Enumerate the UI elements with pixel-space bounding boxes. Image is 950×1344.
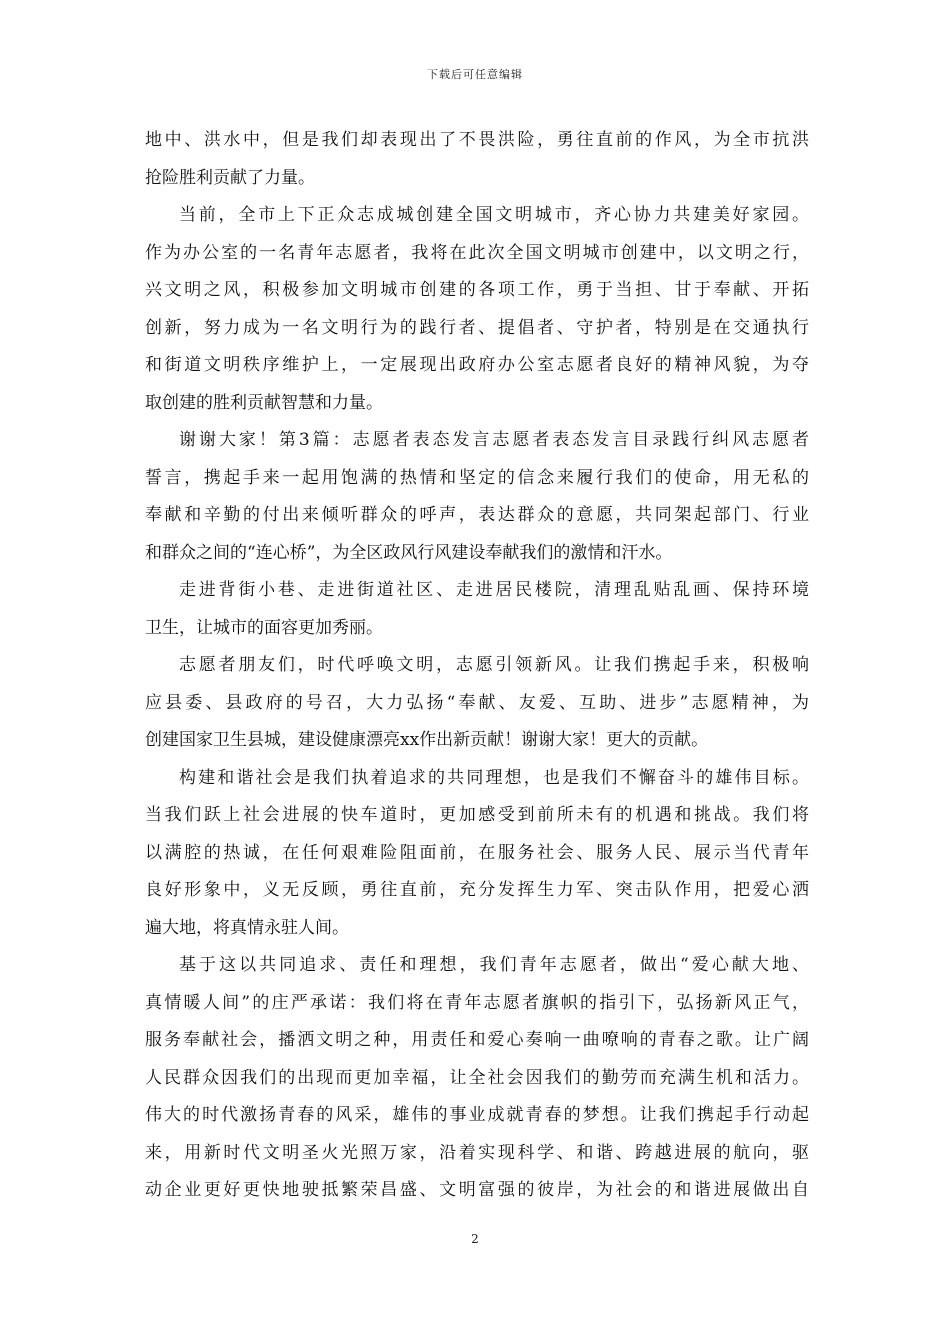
text-line: 抢险胜利贡献了力量。 [145, 167, 315, 188]
document-body [145, 122, 809, 1210]
text-line: 和群众之间的“连心桥”，为全区政风行风建设奉献我们的激情和汗水。 [145, 542, 673, 563]
paragraph-first-line: 构建和谐社会是我们执着追求的共同理想，也是我们不懈奋斗的雄伟目标。 [179, 767, 809, 788]
text-line: 良好形象中，义无反顾，勇往直前，充分发挥生力军、突击队作用，把爱心洒 [145, 880, 809, 900]
text-line: 创新，努力成为一名文明行为的践行者、提倡者、守护者，特别是在交通执行 [145, 317, 809, 338]
text-line: 以满腔的热诚，在任何艰难险阻面前，在服务社会、服务人民、展示当代青年 [145, 842, 809, 863]
paragraph-first-line: 当前，全市上下正众志成城创建全国文明城市，齐心协力共建美好家园。 [179, 205, 809, 225]
text-line: 誓言，携起手来一起用饱满的热情和坚定的信念来履行我们的使命，用无私的 [145, 467, 809, 488]
text-line: 兴文明之风，积极参加文明城市创建的各项工作，勇于当担、甘于奉献、开拓 [145, 280, 809, 300]
text-line: 地中、洪水中，但是我们却表现出了不畏洪险，勇往直前的作风，为全市抗洪 [145, 130, 809, 150]
text-line: 创建国家卫生县城，建设健康漂亮xx作出新贡献！谢谢大家！更大的贡献。 [145, 730, 709, 750]
text-line: 伟大的时代激扬青春的风采，雄伟的事业成就青春的梦想。让我们携起手行动起 [145, 1105, 809, 1125]
text-line: 取创建的胜利贡献智慧和力量。 [145, 392, 383, 413]
text-line: 和街道文明秩序维护上，一定展现出政府办公室志愿者良好的精神风貌，为夺 [145, 355, 809, 375]
text-line: 人民群众因我们的出现而更加幸福，让全社会因我们的勤劳而充满生机和活力。 [145, 1067, 809, 1088]
page-number: 2 [471, 1232, 479, 1246]
text-line: 当我们跃上社会进展的快车道时，更加感受到前所未有的机遇和挑战。我们将 [145, 805, 809, 825]
paragraph-first-line: 志愿者朋友们，时代呼唤文明，志愿引领新风。让我们携起手来，积极响 [179, 655, 809, 675]
text-line: 作为办公室的一名青年志愿者，我将在此次全国文明城市创建中，以文明之行， [145, 242, 809, 263]
page-header: 下载后可任意编辑 [427, 68, 523, 81]
text-line: 真情暖人间”的庄严承诺：我们将在青年志愿者旗帜的指引下，弘扬新风正气， [145, 992, 809, 1013]
paragraph-first-line: 走进背街小巷、走进街道社区、走进居民楼院，清理乱贴乱画、保持环境 [179, 580, 809, 600]
text-line: 遍大地，将真情永驻人间。 [145, 917, 349, 938]
text-line: 服务奉献社会，播洒文明之种，用责任和爱心奏响一曲嘹响的青春之歌。让广阔 [145, 1030, 809, 1050]
text-line: 奉献和辛勤的付出来倾听群众的呼声，表达群众的意愿，共同架起部门、行业 [145, 505, 809, 525]
text-line: 来，用新时代文明圣火光照万家，沿着实现科学、和谐、跨越进展的航向，驱 [145, 1142, 809, 1163]
text-line: 应县委、县政府的号召，大力弘扬“奉献、友爱、互助、进步”志愿精神，为 [145, 692, 809, 713]
text-line: 卫生，让城市的面容更加秀丽。 [145, 617, 383, 638]
paragraph-first-line: 谢谢大家！第3篇：志愿者表态发言志愿者表态发言目录践行纠风志愿者 [179, 430, 809, 450]
text-line: 动企业更好更快地驶抵繁荣昌盛、文明富强的彼岸，为社会的和谐进展做出自 [145, 1180, 809, 1200]
paragraph-first-line: 基于这以共同追求、责任和理想，我们青年志愿者，做出“爱心献大地、 [179, 955, 809, 975]
